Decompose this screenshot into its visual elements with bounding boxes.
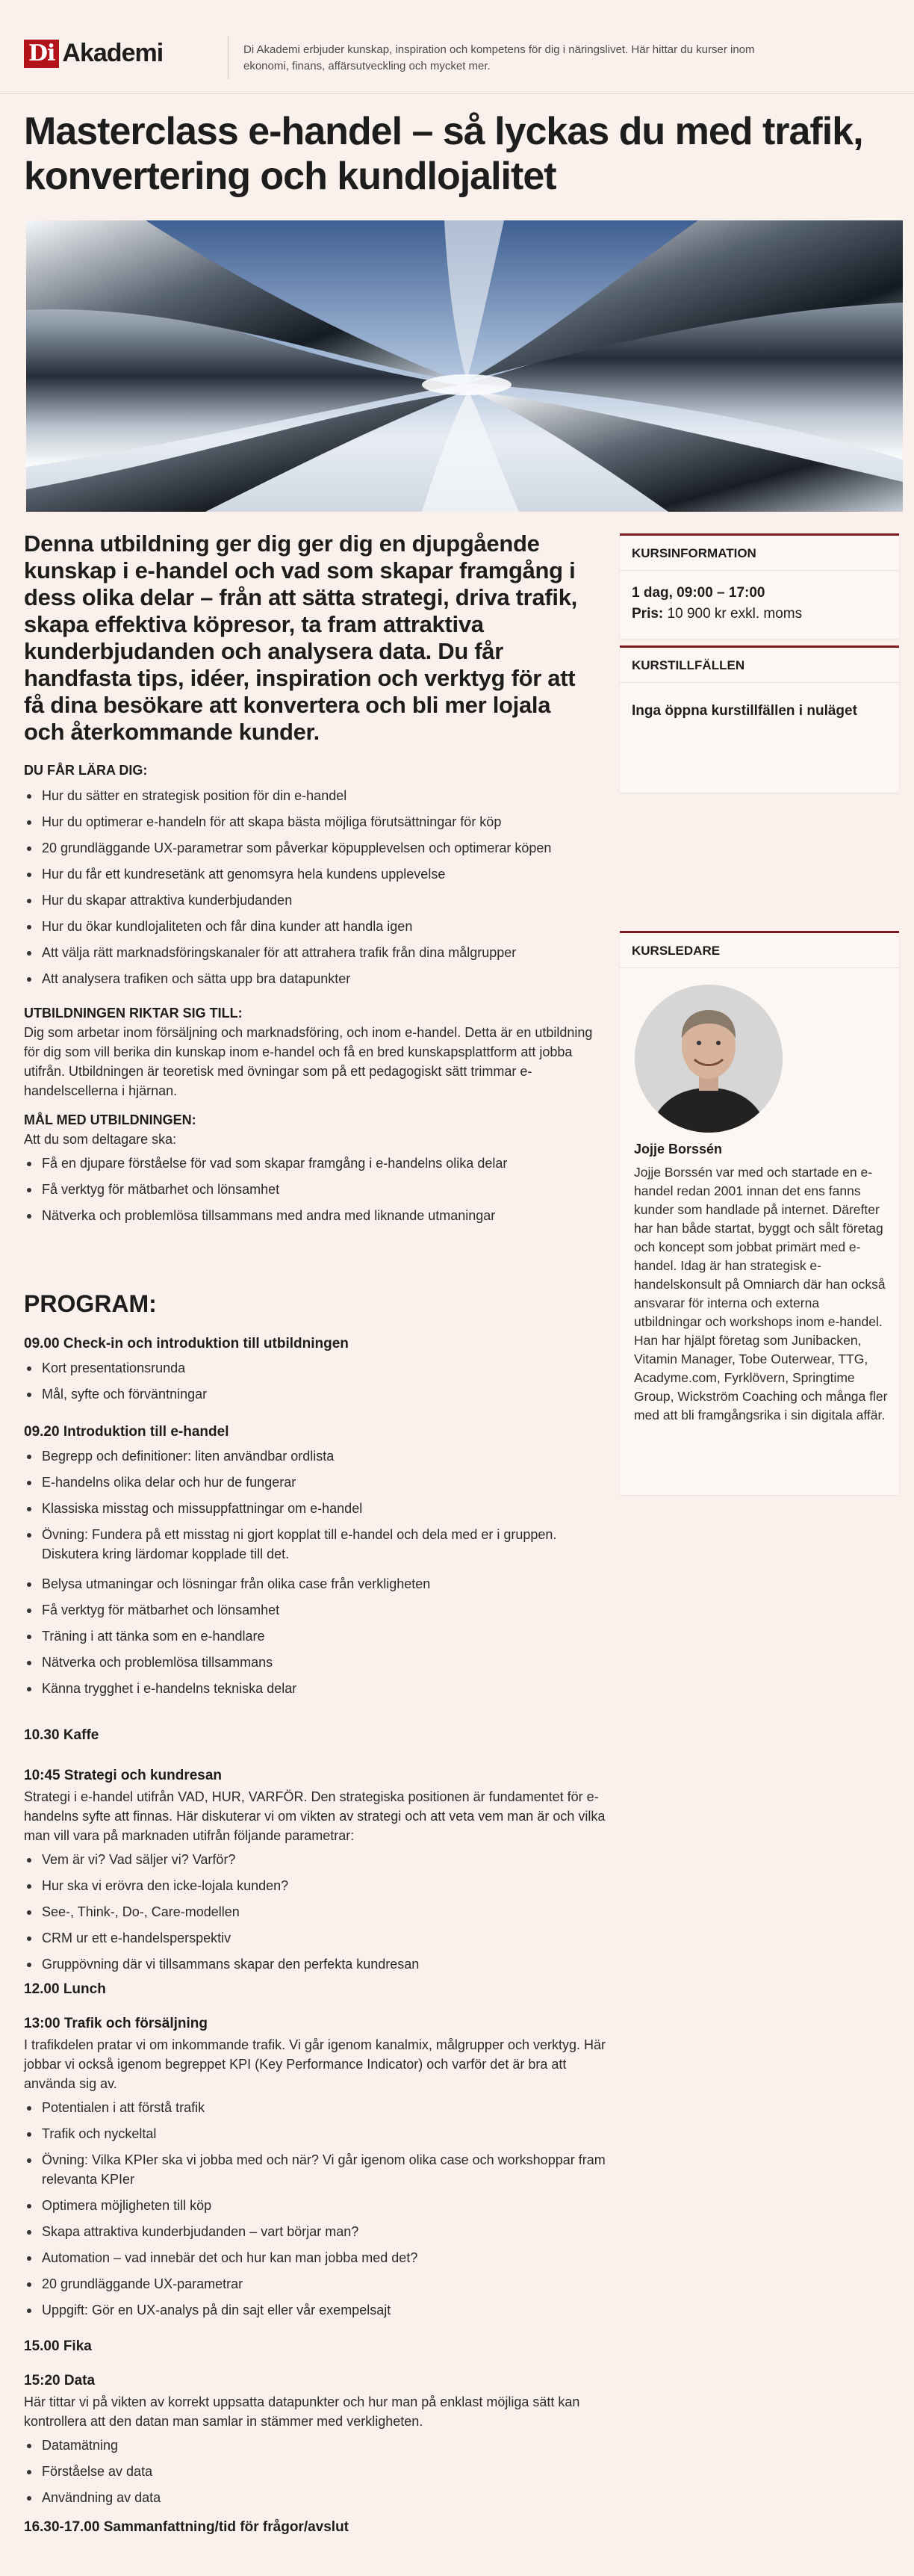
slot-list — [24, 2098, 614, 2320]
slot-time: 15:20 Data — [24, 2373, 96, 2388]
logo-wordmark: Akademi — [62, 39, 164, 67]
list-item: Trafik och nyckeltal — [24, 2124, 614, 2143]
list-item: Vem är vi? Vad säljer vi? Varför? — [24, 1850, 614, 1869]
slot-time: 16.30-17.00 Sammanfattning/tid för frågor/avslut — [24, 2519, 349, 2535]
audience-heading: UTBILDNINGEN RIKTAR SIG TILL: — [24, 1006, 243, 1021]
list-item: Skapa attraktiva kunderbjudanden – vart börjar man? — [24, 2222, 614, 2241]
list-item: Träning i att tänka som en e-handlare — [24, 1626, 614, 1646]
list-item: Användning av data — [24, 2488, 614, 2507]
abstract-chrome-image — [26, 220, 903, 512]
list-item: Känna trygghet i e-handelns tekniska delar — [24, 1679, 614, 1698]
list-item: Kort presentationsrunda — [24, 1358, 614, 1378]
list-item: Övning: Fundera på ett misstag ni gjort kopplat till e-handel och dela med er i gruppen. Diskutera kring lärdomar kopplade till det. — [24, 1525, 614, 1564]
course-leader-heading: KURSLEDARE — [620, 933, 899, 968]
course-price — [632, 604, 887, 625]
list-item: Nätverka och problemlösa tillsammans med andra med liknande utmaningar — [24, 1206, 606, 1225]
list-item: Begrepp och definitioner: liten användbar ordlista — [24, 1446, 614, 1466]
program-slot-checkin — [24, 1334, 614, 1411]
list-item: Datamätning — [24, 2436, 614, 2455]
price-value: 10 900 kr exkl. moms — [667, 606, 803, 622]
list-item: Potentialen i att förstå trafik — [24, 2098, 614, 2117]
course-time: 1 dag, 09:00 – 17:00 — [632, 585, 765, 601]
slot-time: 09.20 Introduktion till e-handel — [24, 1424, 229, 1440]
program-slot-summary — [24, 2518, 614, 2539]
list-item: Hur du skapar attraktiva kunderbjudanden — [24, 891, 606, 910]
instructor-photo — [635, 985, 783, 1133]
program-slot-coffee — [24, 1726, 614, 1747]
slot-list — [24, 1850, 614, 1974]
slot-text: Här tittar vi på vikten av korrekt uppsatta datapunkter och hur man på enklast möjliga sätt kan kontrollera att den datan man samlar in stämmer med verkligheten. — [24, 2394, 580, 2429]
list-item: CRM ur ett e-handelsperspektiv — [24, 1928, 614, 1948]
instructor-name: Jojje Borssén — [634, 1142, 723, 1157]
list-item: Uppgift: Gör en UX-analys på din sajt eller vår exempelsajt — [24, 2300, 614, 2320]
list-item: Hur du ökar kundlojaliteten och får dina kunder att handla igen — [24, 917, 606, 936]
page-title: Masterclass e-handel – så lyckas du med trafik, konvertering och kundlojalitet — [24, 110, 863, 198]
list-item: Hur du får ett kundresetänk att genomsyra hela kundens upplevelse — [24, 864, 606, 884]
list-item: Att analysera trafiken och sätta upp bra datapunkter — [24, 969, 606, 988]
course-dates-box — [620, 645, 899, 793]
slot-list — [24, 1358, 614, 1404]
slot-time: 13:00 Trafik och försäljning — [24, 2016, 208, 2031]
goals-section — [24, 1110, 606, 1232]
avatar — [635, 985, 783, 1133]
slot-time: 10.30 Kaffe — [24, 1727, 99, 1743]
learn-heading: DU FÅR LÄRA DIG: — [24, 763, 148, 778]
list-item: Få verktyg för mätbarhet och lönsamhet — [24, 1180, 606, 1199]
price-label: Pris: — [632, 606, 664, 622]
list-item: Förståelse av data — [24, 2462, 614, 2481]
slot-time: 15.00 Fika — [24, 2338, 92, 2354]
program-slot-lunch — [24, 1980, 614, 2001]
program-title: PROGRAM: — [24, 1290, 157, 1317]
program-slot-fika — [24, 2337, 614, 2358]
list-item: Hur du sätter en strategisk position för din e-handel — [24, 786, 606, 805]
site-header — [0, 0, 914, 94]
list-item: Gruppövning där vi tillsammans skapar den perfekta kundresan — [24, 1954, 614, 1974]
list-item: Belysa utmaningar och lösningar från olika case från verkligheten — [24, 1574, 614, 1594]
learn-list — [24, 786, 606, 988]
slot-list — [24, 1446, 614, 1564]
list-item: 20 grundläggande UX-parametrar som påverkar köpupplevelsen och optimerar köpen — [24, 838, 606, 858]
hero-image — [26, 220, 903, 512]
slot-time: 09.00 Check-in och introduktion till utbildningen — [24, 1336, 349, 1352]
instructor-bio: Jojje Borssén var med och startade en e-handel redan 2001 innan det ens fanns kunder som handlade på internet. Därefter har han både startat, byggt och sålt företag och koncept som jobbat primärt med e-handel. Idag är han strategisk e-handelskonsult på Omniarch där han också ansvarar för interna och externa utbildningar och workshops inom e-handel. Han har hjälpt företag som Junibacken, Vitamin Manager, Tobe Outerwear, TTG, Acadyme.com, Fyrklövern, Springtime Group, Wickström Coaching och många fler med att bli framgångsrika i sin digitala affär. — [634, 1165, 888, 1422]
course-info-box — [620, 533, 899, 639]
list-item: Mål, syfte och förväntningar — [24, 1384, 614, 1404]
program-slot-intro — [24, 1422, 614, 1705]
program-slot-data — [24, 2371, 614, 2514]
program-slot-traffic — [24, 2014, 614, 2326]
course-dates-heading: KURSTILLFÄLLEN — [620, 648, 899, 683]
slot-time: 12.00 Lunch — [24, 1981, 106, 1997]
list-item: Klassiska misstag och missuppfattningar om e-handel — [24, 1499, 614, 1518]
list-item: Få en djupare förståelse för vad som skapar framgång i e-handelns olika delar — [24, 1154, 606, 1173]
slot-list — [24, 2436, 614, 2507]
list-item: Att välja rätt marknadsföringskanaler för att attrahera trafik från dina målgrupper — [24, 943, 606, 962]
learn-section — [24, 761, 606, 995]
list-item: Optimera möjligheten till köp — [24, 2196, 614, 2215]
goals-list — [24, 1154, 606, 1225]
list-item: See-, Think-, Do-, Care-modellen — [24, 1902, 614, 1922]
course-intro: Denna utbildning ger dig ger dig en djupgående kunskap i e-handel och vad som skapar framgång i dess olika delar – från att sätta strategi, driva trafik, skapa effektiva köpresor, ta fram attraktiva kunderbjudanden och analysera data. Du får handfasta tips, idéer, inspiration och verktyg för att få dina besökare att konvertera och bli mer lojala och återkommande kunder. — [24, 530, 577, 745]
slot-time: 10:45 Strategi och kundresan — [24, 1768, 223, 1783]
goals-lead: Att du som deltagare ska: — [24, 1132, 177, 1147]
slot-text: Strategi i e-handel utifrån VAD, HUR, VARFÖR. Den strategiska positionen är fundamentet för e-handelns syfte att finnas. Här diskuterar vi om vikten av strategi och att veta vem man är och vilka man vill vara på marknaden utifrån följande parametrar: — [24, 1789, 606, 1843]
course-info-body — [620, 571, 899, 637]
list-item: Hur du optimerar e-handeln för att skapa bästa möjliga förutsättningar för köp — [24, 812, 606, 832]
list-item: Övning: Vilka KPIer ska vi jobba med och när? Vi går igenom olika case och workshoppar fram relevanta KPIer — [24, 2150, 614, 2189]
list-item: Få verktyg för mätbarhet och lönsamhet — [24, 1600, 614, 1620]
audience-text: Dig som arbetar inom försäljning och marknadsföring, och inom e-handel. Detta är en utbildning för dig som vill berika din kunskap inom e-handel och få en bred kunskapsplattform att jobba utifrån. Utbildningen är teoretisk med övningar som på ett pedagogiskt sätt trimmar e-handelscellerna i hjärnan. — [24, 1025, 593, 1098]
program-slot-strategy — [24, 1766, 614, 1981]
slot-text: I trafikdelen pratar vi om inkommande trafik. Vi går igenom kanalmix, målgrupper och verktyg. Här jobbar vi också igenom begreppet KPI (Key Performance Indicator) och varför det är bra att använda sig av. — [24, 2037, 606, 2091]
list-item: 20 grundläggande UX-parametrar — [24, 2274, 614, 2294]
course-dates-empty: Inga öppna kurstillfällen i nuläget — [632, 703, 857, 719]
audience-section — [24, 1003, 606, 1100]
course-info-heading: KURSINFORMATION — [620, 536, 899, 571]
list-item: E-handelns olika delar och hur de fungerar — [24, 1473, 614, 1492]
slot-list-2 — [24, 1574, 614, 1698]
list-item: Nätverka och problemlösa tillsammans — [24, 1653, 614, 1672]
di-akademi-logo[interactable] — [24, 39, 163, 68]
logo-di-mark: Di — [24, 40, 59, 68]
list-item: Hur ska vi erövra den icke-lojala kunden? — [24, 1876, 614, 1895]
header-tagline: Di Akademi erbjuder kunskap, inspiration och kompetens för dig i näringslivet. Här hittar du kurser inom ekonomi, finans, affärsutveckling och mycket mer. — [243, 43, 755, 72]
goals-heading: MÅL MED UTBILDNINGEN: — [24, 1112, 196, 1127]
list-item: Automation – vad innebär det och hur kan man jobba med det? — [24, 2248, 614, 2267]
